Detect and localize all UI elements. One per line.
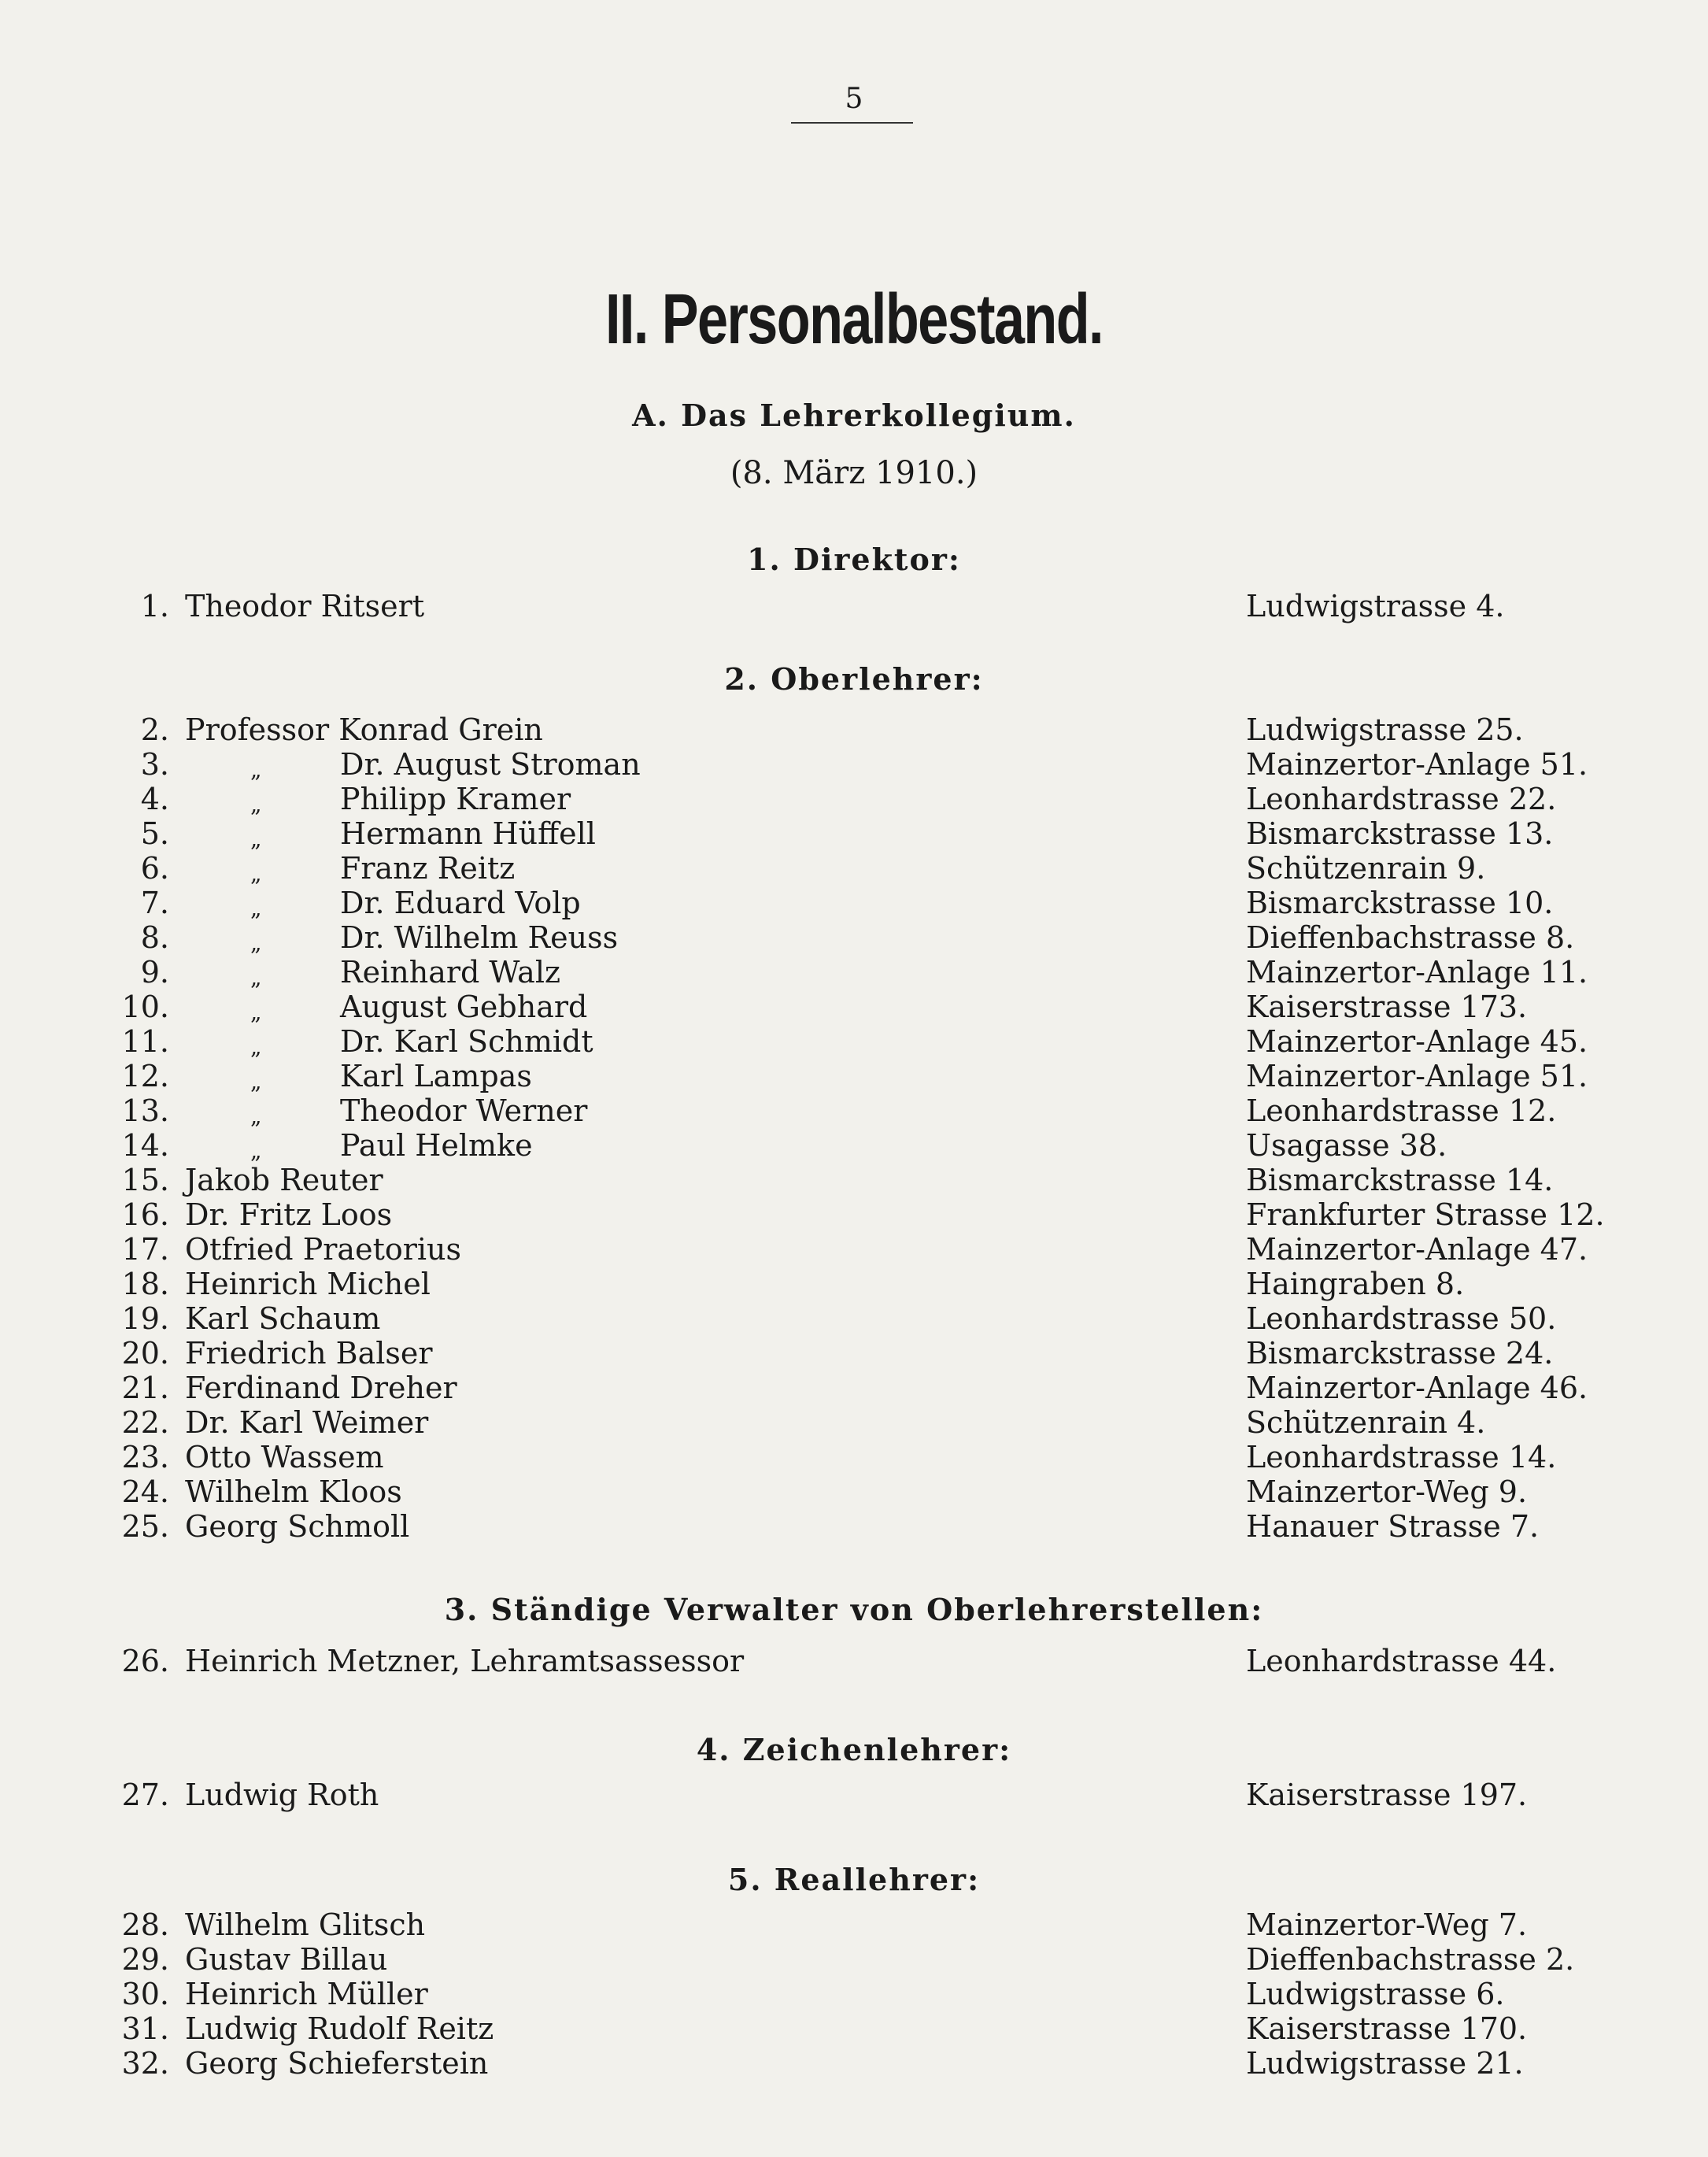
entry-address: Kaiserstrasse 197.	[1246, 1778, 1528, 1812]
list-item	[0, 1907, 1708, 1942]
entry-number: 3.	[140, 747, 169, 782]
entry-address: Leonhardstrasse 22.	[1246, 782, 1557, 816]
entry-address: Ludwigstrasse 4.	[1246, 589, 1505, 623]
entry-address: Dieffenbachstrasse 8.	[1246, 920, 1575, 955]
list-item	[0, 1163, 1708, 1197]
entry-address: Mainzertor-Anlage 11.	[1246, 955, 1588, 990]
list-item	[0, 1405, 1708, 1440]
entry-number: 18.	[121, 1267, 169, 1301]
ditto-mark: „	[250, 1034, 262, 1060]
entry-name: Franz Reitz	[340, 851, 516, 886]
entry-name: Wilhelm Kloos	[185, 1474, 402, 1509]
entry-name: Karl Schaum	[185, 1301, 381, 1336]
entry-number: 6.	[140, 851, 169, 886]
entry-number: 25.	[121, 1509, 169, 1544]
entry-address: Ludwigstrasse 6.	[1246, 1977, 1505, 2011]
entry-address: Ludwigstrasse 21.	[1246, 2046, 1524, 2081]
ditto-mark: „	[250, 1138, 262, 1164]
entry-number: 22.	[121, 1405, 169, 1440]
entry-address: Kaiserstrasse 173.	[1246, 990, 1528, 1024]
entry-name: Professor Konrad Grein	[185, 712, 543, 747]
subtitle: A. Das Lehrerkollegium.	[632, 398, 1076, 433]
page-title: II. Personalbestand.	[604, 280, 1103, 359]
entry-name: Dr. Fritz Loos	[185, 1197, 393, 1232]
entry-number: 20.	[121, 1336, 169, 1371]
ditto-mark: „	[250, 930, 262, 956]
entry-number: 15.	[121, 1163, 169, 1197]
list-item	[0, 2011, 1708, 2046]
entry-name: Gustav Billau	[185, 1942, 388, 1977]
entry-name: Theodor Werner	[340, 1093, 588, 1128]
list-item	[0, 1509, 1708, 1544]
entry-number: 10.	[121, 990, 169, 1024]
entry-number: 27.	[121, 1778, 169, 1812]
entry-name: Dr. August Stroman	[340, 747, 641, 782]
list-item	[0, 920, 1708, 955]
section-heading: 4. Zeichenlehrer:	[696, 1732, 1012, 1767]
entry-address: Leonhardstrasse 50.	[1246, 1301, 1557, 1336]
entry-number: 32.	[121, 2046, 169, 2081]
entry-number: 14.	[121, 1128, 169, 1163]
entry-number: 30.	[121, 1977, 169, 2011]
list-item	[0, 816, 1708, 851]
ditto-mark: „	[250, 1103, 262, 1129]
entry-name: Ferdinand Dreher	[185, 1371, 457, 1405]
entry-name: Reinhard Walz	[340, 955, 561, 990]
entry-name: Heinrich Michel	[185, 1267, 431, 1301]
entry-number: 5.	[140, 816, 169, 851]
entry-address: Leonhardstrasse 44.	[1246, 1644, 1557, 1678]
list-item	[0, 2046, 1708, 2081]
entry-name: Otfried Praetorius	[185, 1232, 462, 1267]
entry-name: Jakob Reuter	[185, 1163, 383, 1197]
ditto-mark: „	[250, 964, 262, 990]
ditto-mark: „	[250, 791, 262, 817]
entry-name: Heinrich Metzner, Lehramtsassessor	[185, 1644, 745, 1678]
entry-address: Schützenrain 9.	[1246, 851, 1486, 886]
page-number-rule	[791, 122, 913, 124]
entry-name: Wilhelm Glitsch	[185, 1907, 426, 1942]
ditto-mark: „	[250, 895, 262, 921]
entry-name: Dr. Eduard Volp	[340, 886, 581, 920]
entry-address: Mainzertor-Anlage 51.	[1246, 1059, 1588, 1093]
entry-number: 8.	[140, 920, 169, 955]
section-heading: 3. Ständige Verwalter von Oberlehrerstellen:	[444, 1592, 1264, 1627]
list-item	[0, 886, 1708, 920]
entry-name: Dr. Karl Schmidt	[340, 1024, 593, 1059]
entry-name: Hermann Hüffell	[340, 816, 596, 851]
entry-number: 23.	[121, 1440, 169, 1474]
entry-address: Kaiserstrasse 170.	[1246, 2011, 1528, 2046]
list-item	[0, 589, 1708, 623]
section-heading: 1. Direktor:	[747, 542, 961, 577]
list-item	[0, 1778, 1708, 1812]
entry-address: Bismarckstrasse 14.	[1246, 1163, 1554, 1197]
entry-name: Georg Schmoll	[185, 1509, 410, 1544]
entry-address: Leonhardstrasse 14.	[1246, 1440, 1557, 1474]
entry-name: Paul Helmke	[340, 1128, 533, 1163]
entry-number: 13.	[121, 1093, 169, 1128]
entry-number: 19.	[121, 1301, 169, 1336]
list-item	[0, 1644, 1708, 1678]
list-item	[0, 1942, 1708, 1977]
list-item	[0, 1024, 1708, 1059]
entry-address: Mainzertor-Weg 9.	[1246, 1474, 1528, 1509]
entry-address: Hanauer Strasse 7.	[1246, 1509, 1540, 1544]
entry-name: Dr. Karl Weimer	[185, 1405, 429, 1440]
entry-name: Ludwig Rudolf Reitz	[185, 2011, 494, 2046]
entry-name: Georg Schieferstein	[185, 2046, 489, 2081]
entry-number: 9.	[140, 955, 169, 990]
entry-number: 1.	[140, 589, 169, 623]
list-item	[0, 1128, 1708, 1163]
list-item	[0, 1059, 1708, 1093]
list-item	[0, 1301, 1708, 1336]
list-item	[0, 851, 1708, 886]
entry-number: 7.	[140, 886, 169, 920]
entry-number: 26.	[121, 1644, 169, 1678]
list-item	[0, 712, 1708, 747]
entry-address: Bismarckstrasse 13.	[1246, 816, 1554, 851]
list-item	[0, 1977, 1708, 2011]
list-item	[0, 1232, 1708, 1267]
ditto-mark: „	[250, 999, 262, 1025]
list-item	[0, 990, 1708, 1024]
entry-name: Karl Lampas	[340, 1059, 532, 1093]
list-item	[0, 955, 1708, 990]
list-item	[0, 747, 1708, 782]
list-item	[0, 1474, 1708, 1509]
entry-number: 16.	[121, 1197, 169, 1232]
entry-name: Philipp Kramer	[340, 782, 571, 816]
entry-address: Mainzertor-Anlage 46.	[1246, 1371, 1588, 1405]
entry-number: 28.	[121, 1907, 169, 1942]
entry-address: Leonhardstrasse 12.	[1246, 1093, 1557, 1128]
entry-name: August Gebhard	[340, 990, 588, 1024]
entry-address: Mainzertor-Anlage 51.	[1246, 747, 1588, 782]
list-item	[0, 1093, 1708, 1128]
entry-address: Mainzertor-Weg 7.	[1246, 1907, 1528, 1942]
entry-number: 21.	[121, 1371, 169, 1405]
entry-number: 31.	[121, 2011, 169, 2046]
entry-address: Bismarckstrasse 10.	[1246, 886, 1554, 920]
section-heading: 2. Oberlehrer:	[724, 661, 984, 697]
entry-number: 17.	[121, 1232, 169, 1267]
list-item	[0, 1336, 1708, 1371]
section-heading: 5. Reallehrer:	[727, 1862, 981, 1897]
entry-address: Ludwigstrasse 25.	[1246, 712, 1524, 747]
ditto-mark: „	[250, 826, 262, 852]
entry-name: Otto Wassem	[185, 1440, 384, 1474]
entry-address: Haingraben 8.	[1246, 1267, 1465, 1301]
ditto-mark: „	[250, 757, 262, 783]
entry-name: Ludwig Roth	[185, 1778, 379, 1812]
entry-number: 29.	[121, 1942, 169, 1977]
entry-address: Frankfurter Strasse 12.	[1246, 1197, 1605, 1232]
page-number: 5	[845, 83, 863, 115]
list-item	[0, 1371, 1708, 1405]
entry-address: Schützenrain 4.	[1246, 1405, 1486, 1440]
entry-address: Mainzertor-Anlage 45.	[1246, 1024, 1588, 1059]
entry-number: 24.	[121, 1474, 169, 1509]
entry-name: Dr. Wilhelm Reuss	[340, 920, 619, 955]
entry-name: Heinrich Müller	[185, 1977, 428, 2011]
entry-address: Usagasse 38.	[1246, 1128, 1447, 1163]
entry-number: 11.	[121, 1024, 169, 1059]
date-line: (8. März 1910.)	[730, 455, 978, 491]
entry-number: 2.	[140, 712, 169, 747]
ditto-mark: „	[250, 1068, 262, 1094]
entry-number: 4.	[140, 782, 169, 816]
entry-address: Dieffenbachstrasse 2.	[1246, 1942, 1575, 1977]
entry-number: 12.	[121, 1059, 169, 1093]
list-item	[0, 1197, 1708, 1232]
list-item	[0, 782, 1708, 816]
ditto-mark: „	[250, 860, 262, 886]
entry-address: Mainzertor-Anlage 47.	[1246, 1232, 1588, 1267]
entry-address: Bismarckstrasse 24.	[1246, 1336, 1554, 1371]
entry-name: Theodor Ritsert	[185, 589, 425, 623]
list-item	[0, 1267, 1708, 1301]
list-item	[0, 1440, 1708, 1474]
entry-name: Friedrich Balser	[185, 1336, 433, 1371]
